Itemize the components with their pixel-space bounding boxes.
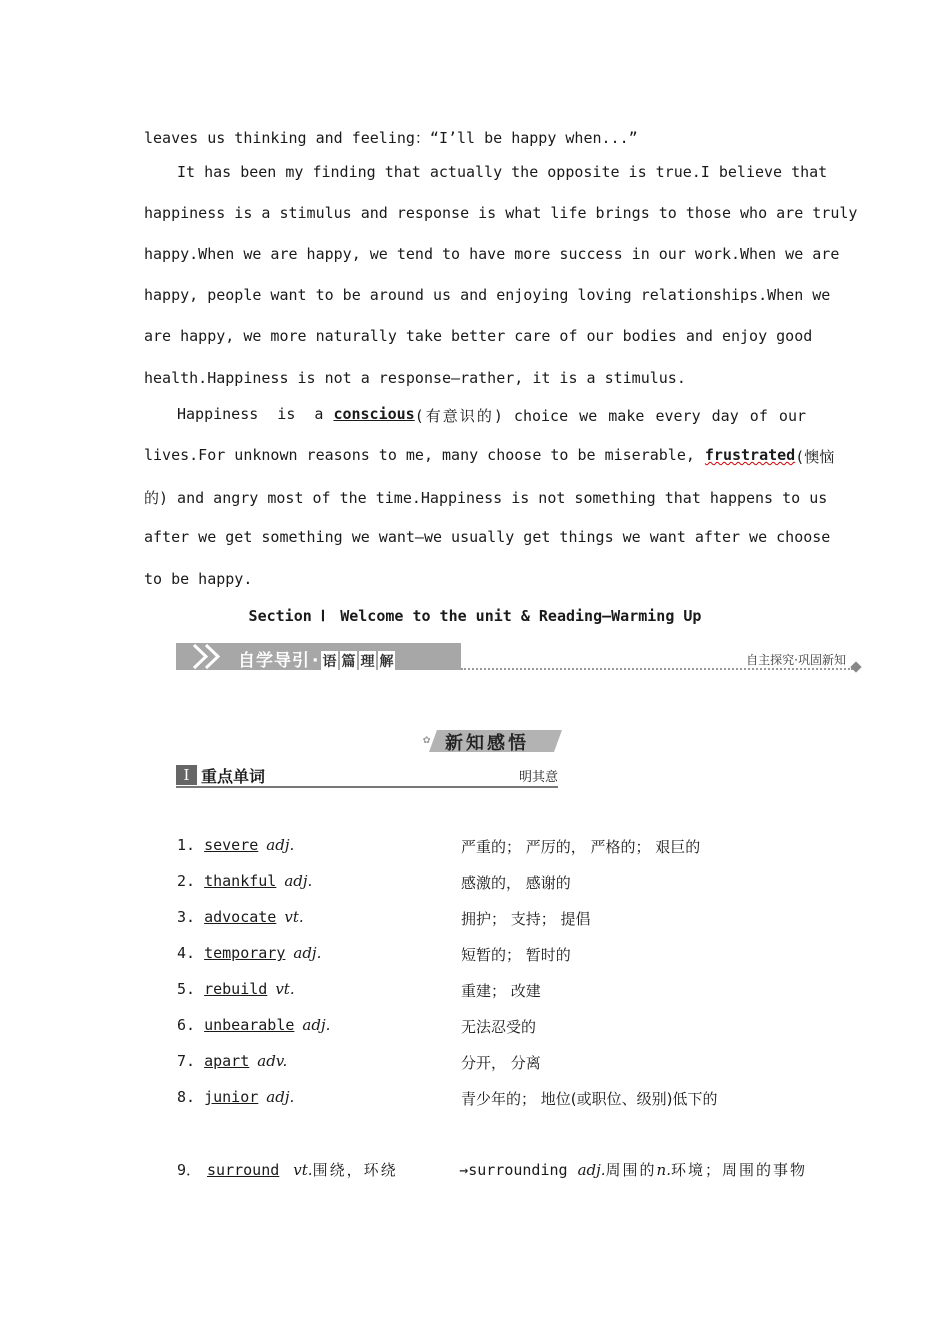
- vocab-item: [177, 1052, 287, 1070]
- vocab-pos: adv.: [257, 1052, 288, 1070]
- banner-char: 理: [359, 651, 376, 671]
- banner-dotted-line: [461, 668, 853, 670]
- vocab-num: 6.: [177, 1016, 196, 1034]
- vocab-pos: vt.: [275, 980, 295, 998]
- passage-line: [177, 405, 806, 426]
- vocab-word: apart: [204, 1052, 250, 1070]
- vocab-pos: adj.: [293, 944, 322, 962]
- vocab-num: 8.: [177, 1088, 196, 1106]
- vocab-item: [177, 872, 312, 890]
- passage-text: (懊恼: [795, 448, 835, 466]
- passage-line: after we get something we want—we usually get things we want after we choose: [144, 528, 831, 546]
- vocab-pos: adj.: [284, 872, 313, 890]
- vocab-pos: vt.: [284, 908, 304, 926]
- vocab-word: surround: [207, 1161, 280, 1179]
- banner-char: 篇: [340, 651, 357, 671]
- passage-line: happiness is a stimulus and response is what life brings to those who are truly: [144, 204, 858, 222]
- vocab-pos: adj.: [577, 1161, 606, 1179]
- passage-line: leaves us thinking and feeling：“I’ll be happy when...”: [144, 129, 638, 147]
- vocab-meaning: 重建； 改建: [461, 982, 541, 1000]
- double-chevron-icon: [190, 643, 234, 670]
- vocab-item: [177, 1016, 330, 1034]
- banner-title-main: 自学导引: [238, 651, 310, 671]
- xinzhi-ganwu-heading: [423, 727, 559, 753]
- vocab-pos: adj.: [302, 1016, 331, 1034]
- vocab-item-9: [177, 1159, 807, 1180]
- vocab-meaning: 严重的； 严厉的， 严格的； 艰巨的: [461, 838, 701, 856]
- passage-text: Happiness is a: [177, 405, 324, 423]
- passage-line: 的) and angry most of the time.Happiness is not something that happens to us: [144, 489, 828, 507]
- subhead-note: 明其意: [518, 770, 558, 785]
- vocab-num: 7.: [177, 1052, 196, 1070]
- vocab-pos: n.: [656, 1161, 671, 1179]
- passage-line: happy, people want to be around us and enjoying loving relationships.When we: [144, 286, 831, 304]
- vocab-num: 9．: [177, 1161, 202, 1179]
- passage-line: It has been my finding that actually the opposite is true.I believe that: [177, 163, 828, 181]
- diamond-icon: [850, 661, 861, 672]
- roman-numeral-badge: Ⅰ: [176, 765, 197, 785]
- banner-subtitle: 自主探究·巩固新知: [746, 653, 846, 667]
- vocab-subhead: [176, 764, 558, 788]
- vocab-item: [177, 908, 304, 926]
- passage-line: [144, 446, 835, 467]
- section-banner: [176, 643, 866, 673]
- vocab-highlight-frustrated: frustrated: [704, 446, 796, 464]
- vocab-num: 2.: [177, 872, 196, 890]
- vocab-word: temporary: [204, 944, 286, 962]
- vocab-num: 3.: [177, 908, 196, 926]
- section-title: Section Ⅰ Welcome to the unit & Reading—Warming Up: [248, 607, 702, 625]
- arrow-icon: →: [459, 1161, 469, 1179]
- vocab-item: [177, 836, 294, 854]
- vocab-pos: vt.: [293, 1161, 313, 1179]
- vocab-word: severe: [204, 836, 259, 854]
- vocab-item: [177, 980, 295, 998]
- banner-dot: ·: [312, 651, 320, 671]
- passage-text: (有意识的) choice we make every day of our: [414, 407, 806, 425]
- passage-line: to be happy.: [144, 570, 253, 588]
- passage-line: health.Happiness is not a response—rather, it is a stimulus.: [144, 369, 686, 387]
- subhead-title: 重点单词: [201, 767, 266, 786]
- leaf-icon: ✿: [423, 732, 431, 746]
- banner-title: [238, 646, 397, 671]
- vocab-meaning: 无法忍受的: [461, 1018, 537, 1036]
- vocab-word: thankful: [204, 872, 277, 890]
- vocab-item: [177, 944, 321, 962]
- vocab-item: [177, 1088, 294, 1106]
- vocab-meaning: 感激的， 感谢的: [461, 874, 571, 892]
- vocab-pos: adj.: [266, 836, 295, 854]
- banner-char: 解: [378, 651, 395, 671]
- vocab-meaning: 围绕，环绕: [312, 1161, 398, 1179]
- vocab-num: 4.: [177, 944, 196, 962]
- derived-word: surrounding: [468, 1161, 568, 1179]
- vocab-word: junior: [204, 1088, 259, 1106]
- vocab-meaning: 周围的: [605, 1161, 657, 1179]
- vocab-highlight-conscious: conscious: [333, 405, 415, 423]
- passage-text: lives.For unknown reasons to me, many choose to be miserable,: [144, 446, 695, 464]
- vocab-meaning: 短暂的； 暂时的: [461, 946, 571, 964]
- heading-text: 新知感悟: [445, 733, 529, 754]
- vocab-num: 5.: [177, 980, 196, 998]
- passage-line: happy.When we are happy, we tend to have more success in our work.When we are: [144, 245, 840, 263]
- vocab-pos: adj.: [266, 1088, 295, 1106]
- vocab-meaning: 青少年的； 地位(或职位、级别)低下的: [461, 1090, 718, 1108]
- vocab-word: rebuild: [204, 980, 268, 998]
- vocab-meaning: 分开， 分离: [461, 1054, 541, 1072]
- vocab-word: advocate: [204, 908, 277, 926]
- banner-char: 语: [321, 651, 338, 671]
- vocab-meaning: 拥护； 支持； 提倡: [461, 910, 591, 928]
- vocab-meaning: 环境；周围的事物: [670, 1161, 807, 1179]
- vocab-num: 1.: [177, 836, 196, 854]
- passage-line: are happy, we more naturally take better care of our bodies and enjoy good: [144, 327, 813, 345]
- vocab-word: unbearable: [204, 1016, 295, 1034]
